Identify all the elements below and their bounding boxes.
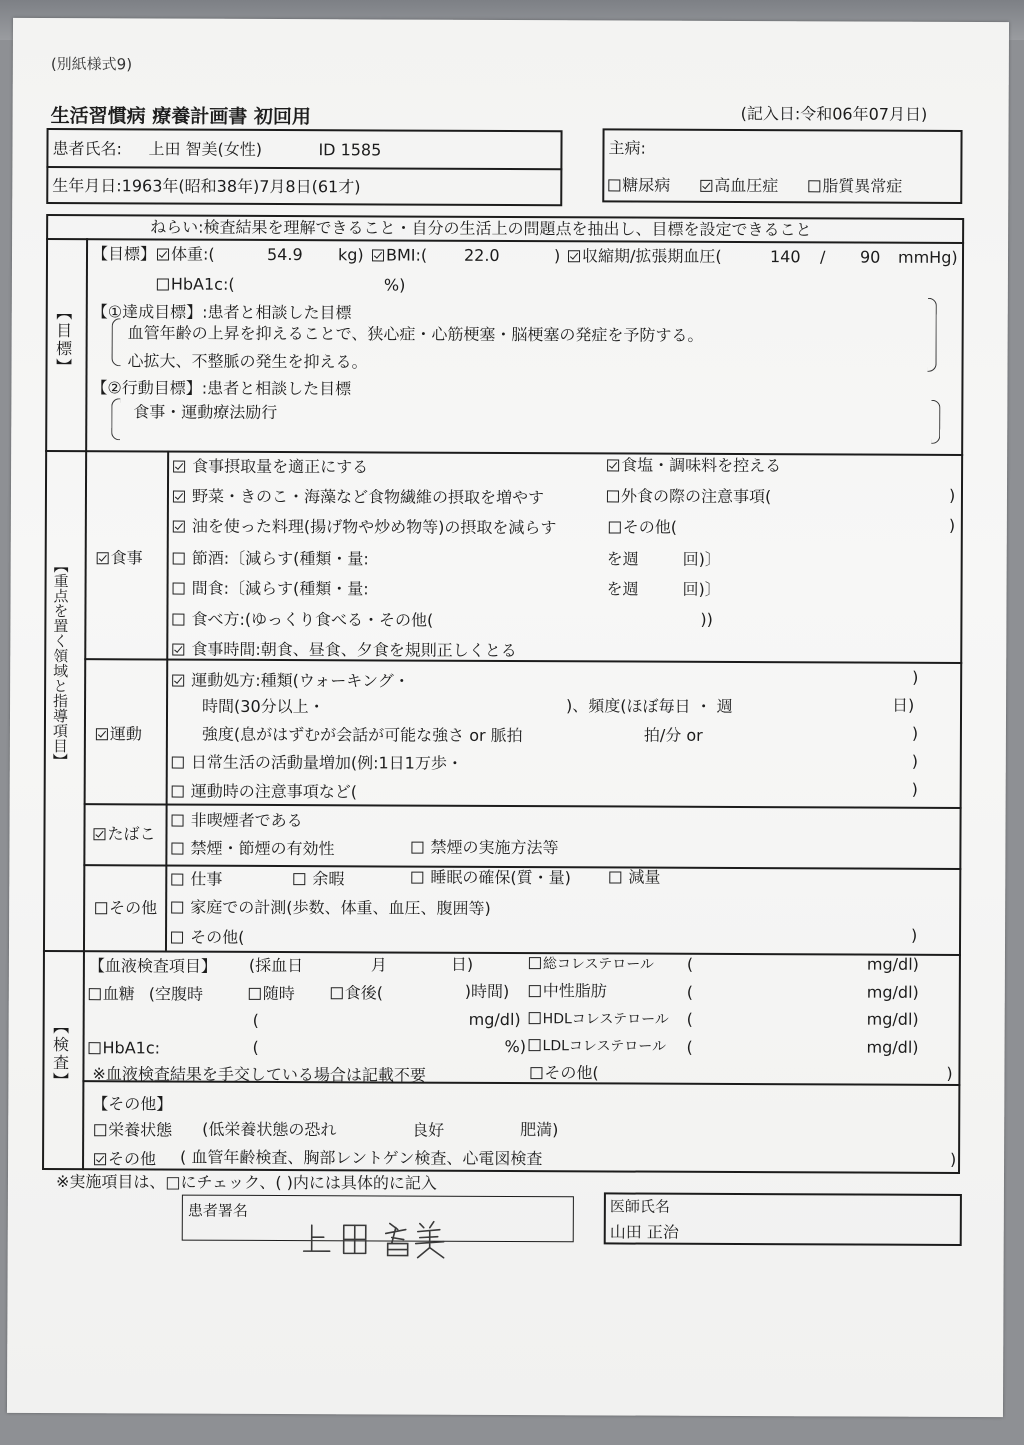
doctor-label: 医師氏名 [609,1197,670,1216]
goal-bp-unit: mmHg) [897,247,958,267]
tests-others-header: 【その他】 [92,1094,173,1114]
focus-tobacco[interactable]: たばこ [93,824,155,844]
aim-text: ねらい:検査結果を理解できること・自分の生活上の問題点を抽出し、目標を設定できること [150,217,812,240]
goal-weight[interactable]: 体重:( [157,244,215,264]
main-disease-label: 主病: [608,138,646,158]
goal-bmi[interactable]: BMI:( [372,245,427,265]
patient-signature-label: 患者署名 [187,1201,248,1220]
exercise-daily[interactable]: 日常生活の活動量増加(例:1日1万歩・ [172,753,463,774]
entry-date: (記入日:令和06年07月日) [740,104,928,124]
other-home[interactable]: 家庭での計測(歩数、体重、血圧、腹囲等) [171,898,491,919]
other-leisure[interactable]: 余暇 [293,869,344,889]
test-nutrition[interactable]: 栄養状態 [94,1120,172,1140]
disease-dyslipidemia-checkbox[interactable] [808,180,820,192]
test-hba1c[interactable]: HbA1c: [89,1038,161,1058]
goals-section-label: 【目標】 [53,304,73,377]
form-paper: (別紙様式9) 生活習慣病 療養計画書 初回用 (記入日:令和06年07月日) 患者氏名: 上田 智美(女性) ID 1585 生年月日:1963年(昭和38年)7月8日(61才) 主病: 糖尿病 高血圧症 脂質異常症 ねらい:検査結果を理解できること・自分の生活上の問題点を抽出し、目標を設定できること 【目標】 【重点を置く領域と指導項目】 【検査】 【目標】 体重:( 54.9 kg) BMI:( 22.0 ) 収縮期/拡張期血圧( 140 / 90 mmHg) HbA1c:( %) 【①達成目標】:患者と相談した目標 血管年齢の上昇を抑えることで、狭心症・心筋梗塞・脳梗塞の発症を予防する。 心拡大、不整脈の発生を抑える。 【②行動目標】:患者と相談した目標 食事・運動療法励行 食事 食事摂取量を適正にする 食塩・調味料を控える 野菜・きのこ・海藻など食物繊維の摂取を増やす 外食の際の注意事項( ) 油を使った料理(揚げ物や炒め物等)の摂取を減らす その他( ) 節酒:〔減らす(種類・量: を週 回)〕 間食:〔減らす(種類・量: を週 回)〕 食べ方:(ゆっくり食べる・その他( )) 食事時間:朝食、昼食、夕食を規則正しくとる 運動 運動処方:種類(ウォーキング・ ) 時間(30分以上・ )、頻度(ほぼ毎日 ・ 週 日) 強度(息がはずむが会話が可能な強さ or 脈拍 拍/分 or ) 日常生活の活動量増加(例:1日1万歩・ ) 運動時の注意事項など( ) たばこ 非喫煙者である 禁煙・節煙の有効性 禁煙の実施方法等 その他 仕事 余暇 睡眠の確保(質・量) 減量 家庭での計測(歩数、体重、血圧、腹囲等) その他( ) 【血液検査項目】 (採血日 月 日) 血糖 (空腹時 随時 食後( )時間) ( mg/dl) HbA1c: ( %) ※血液検査結果を手交している場合は記載不要 総コレステロール ( mg/dl) 中性脂肪 ( mg/dl) HDLコレステロール ( mg/dl) LDLコレステロール ( mg/dl) その他( ) 【その他】 栄養状態 (低栄養状態の恐れ 良好 肥満) その他 ( 血管年齢検査、胸部レントゲン検査、心電図検査 ) ※実施項目は、□にチェック、( )内には具体的に記入 患者署名 医師氏名 山田 正治 [7,18,1009,1417]
diet-oil[interactable]: 油を使った料理(揚げ物や炒め物等)の摂取を減らす [173,517,557,539]
patient-id: ID 1585 [318,140,382,160]
tobacco-method[interactable]: 禁煙の実施方法等 [411,838,558,859]
action-goal-line1: 食事・運動療法励行 [133,402,278,422]
achieve-goal-line1: 血管年齢の上昇を抑えることで、狭心症・心筋梗塞・脳梗塞の発症を予防する。 [127,323,704,345]
tests-section-label: 【検査】 [50,1018,70,1091]
diet-snack[interactable]: 間食:〔減らす(種類・量: [173,579,369,600]
action-goal-title: 【②行動目標】:患者と相談した目標 [91,378,352,399]
exercise-intensity: 強度(息がはずむが会話が可能な強さ or 脈拍 [201,724,523,746]
sampling-date: (採血日 [248,955,304,976]
patient-name: 上田 智美(女性) [148,139,263,159]
test-total-chol[interactable]: 総コレステロール [529,954,654,975]
diet-fiber[interactable]: 野菜・きのこ・海藻など食物繊維の摂取を増やす [173,487,544,509]
diet-alcohol[interactable]: 節酒:〔減らす(種類・量: [173,549,369,570]
blood-test-header: 【血液検査項目】 [88,956,217,976]
other-work[interactable]: 仕事 [171,870,222,890]
focus-exercise-checkbox[interactable] [96,728,108,740]
diet-other[interactable]: その他( [609,517,677,537]
test-fasting[interactable]: (空腹時 [148,984,204,1004]
goal-bmi-checkbox[interactable] [372,249,384,261]
goal-weight-checkbox[interactable] [157,248,169,260]
footer-note: ※実施項目は、□にチェック、( )内には具体的に記入 [55,1172,437,1193]
focus-exercise[interactable]: 運動 [96,724,142,744]
focus-other-checkbox[interactable] [95,902,107,914]
achieve-goal-title: 【①達成目標】:患者と相談した目標 [91,302,352,323]
diet-eatout[interactable]: 外食の際の注意事項( [607,486,771,507]
other-reduce[interactable]: 減量 [609,867,660,887]
test-note: ※血液検査結果を手交している場合は記載不要 [92,1064,426,1085]
test-hdl[interactable]: HDLコレステロール [529,1009,669,1030]
diet-eating[interactable]: 食べ方:(ゆっくり食べる・その他( [172,610,433,631]
test-after-meal[interactable]: 食後( [331,983,383,1003]
diet-salt[interactable]: 食塩・調味料を控える [607,455,781,476]
patient-signature-image [298,1217,458,1260]
disease-hypertension[interactable]: 高血圧症 [700,176,778,196]
goal-bp-checkbox[interactable] [568,250,580,262]
goal-weight-value: 54.9 [266,244,303,265]
test-sugar[interactable]: 血糖 [89,984,135,1004]
other-etc[interactable]: その他( [171,928,244,948]
exercise-caution[interactable]: 運動時の注意事項など( [172,782,357,803]
goal-bp-systolic: 140 [769,247,801,267]
exercise-prescription[interactable]: 運動処方:種類(ウォーキング・ [172,671,410,692]
test-ldl[interactable]: LDLコレステロール [529,1036,666,1057]
test-random[interactable]: 随時 [249,984,295,1004]
focus-diet[interactable]: 食事 [97,548,143,568]
other-sleep[interactable]: 睡眠の確保(質・量) [411,868,571,889]
goal-bp-diastolic: 90 [859,247,881,267]
exercise-frequency: )、頻度(ほぼ毎日 ・ 週 [566,696,733,716]
tobacco-quit[interactable]: 禁煙・節煙の有効性 [171,839,334,860]
achieve-goal-line2: 心拡大、不整脈の発生を抑える。 [127,351,368,372]
test-other[interactable]: その他 [94,1149,156,1169]
disease-hypertension-checkbox[interactable] [700,180,712,192]
patient-birth: 生年月日:1963年(昭和38年)7月8日(61才) [52,176,361,197]
diet-intake[interactable]: 食事摂取量を適正にする [173,457,368,478]
doctor-name: 山田 正治 [609,1222,679,1242]
form-number: (別紙様式9) [50,54,133,74]
disease-diabetes[interactable]: 糖尿病 [608,175,670,195]
goal-bp[interactable]: 収縮期/拡張期血圧( [568,246,722,267]
patient-name-label: 患者氏名: [52,139,122,159]
tobacco-nonsmoker[interactable]: 非喫煙者である [172,811,303,832]
exercise-time: 時間(30分以上・ [202,696,325,717]
test-chol-other[interactable]: その他( [530,1063,598,1083]
goal-hba1c[interactable]: HbA1c:( [157,274,235,294]
focus-tobacco-checkbox[interactable] [93,828,105,840]
goal-hba1c-checkbox[interactable] [157,278,169,290]
diet-mealtime[interactable]: 食事時間:朝食、昼食、夕食を規則正しくとる [172,640,517,662]
focus-other[interactable]: その他 [95,898,157,918]
goals-header: 【目標】 [91,244,157,264]
goal-weight-unit: kg) [337,245,364,265]
disease-dyslipidemia[interactable]: 脂質異常症 [808,176,902,196]
focus-diet-checkbox[interactable] [97,552,109,564]
disease-diabetes-checkbox[interactable] [608,179,620,191]
test-tg[interactable]: 中性脂肪 [529,981,607,1001]
goal-bmi-value: 22.0 [463,245,500,265]
test-other-detail: ( 血管年齢検査、胸部レントゲン検査、心電図検査 [180,1147,543,1169]
form-title: 生活習慣病 療養計画書 初回用 [50,104,311,129]
focus-section-label: 【重点を置く領域と指導項目】 [50,558,70,769]
